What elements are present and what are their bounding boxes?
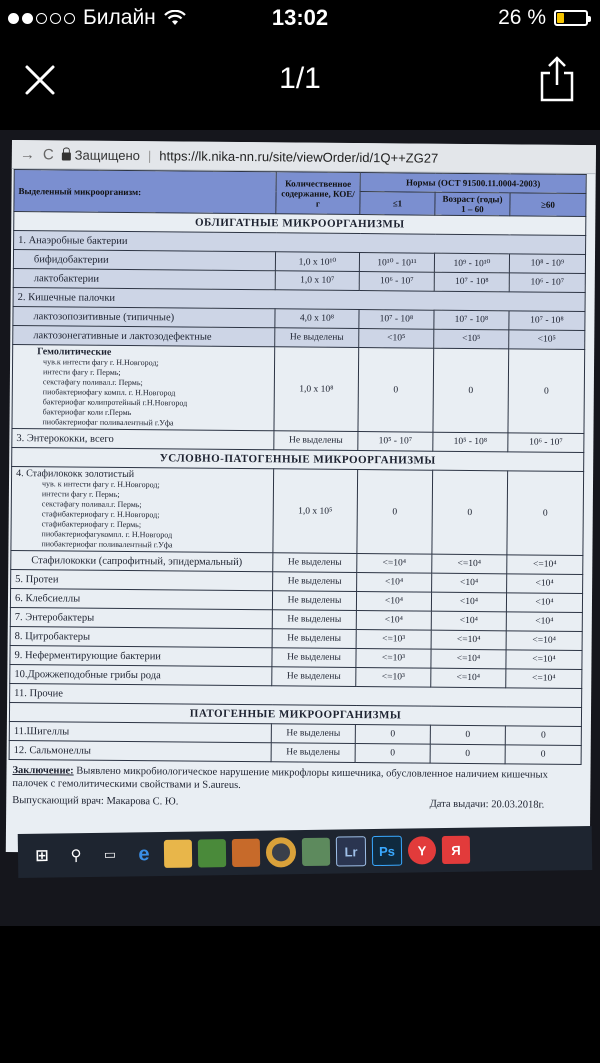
row-norm-2: <=10⁴: [432, 554, 507, 574]
search-icon[interactable]: ⚲: [70, 847, 82, 865]
row-norm-3: <10⁴: [506, 612, 582, 632]
row-name: лактобактерии: [13, 269, 275, 290]
notes-icon[interactable]: [302, 838, 330, 866]
row-norm-3: 0: [505, 726, 581, 746]
row-norm-3: <10⁵: [509, 330, 585, 350]
row-name-cell: [11, 467, 274, 553]
group-anaerobes: 1. Анаэробные бактерии: [14, 231, 586, 255]
row-name: лактозонегативные и лактозодефектные: [13, 326, 275, 347]
issuing-doctor: Выпускающий врач: Макарова С. Ю.: [12, 795, 179, 808]
row-norm-2: 0: [430, 744, 505, 764]
header-age-label: Возраст (годы): [442, 193, 503, 205]
issue-date-label: Дата выдачи:: [429, 798, 489, 811]
section-conditional: УСЛОВНО-ПАТОГЕННЫЕ МИКРООРГАНИЗМЫ: [12, 448, 584, 472]
row-norm-1: 10¹⁰ - 10¹¹: [359, 253, 434, 273]
yandex-icon[interactable]: Я: [442, 836, 470, 864]
edge-icon[interactable]: e: [138, 842, 150, 865]
store-icon[interactable]: [232, 839, 260, 867]
row-name: 5. Протеи: [11, 570, 273, 591]
header-age-ge60: ≥60: [510, 193, 586, 217]
yandex-browser-icon[interactable]: Y: [408, 836, 436, 864]
row-quantity: Не выделены: [272, 591, 356, 611]
row-quantity: 4,0 х 10⁸: [275, 309, 359, 329]
issue-date: 20.03.2018г.: [491, 799, 545, 811]
table-row: [11, 467, 584, 556]
row-norm-2: <10⁴: [431, 611, 506, 631]
row-name: 8. Цитробактеры: [10, 627, 272, 648]
page-counter: 1/1: [279, 62, 321, 95]
header-quantity: Количественное содержание, КОЕ/г: [276, 172, 360, 215]
row-quantity: Не выделены: [271, 743, 355, 763]
phage-sensitivity-list: чув.к интести фагу г. Н.Новгород; интести фагу г. Пермь; секстафагу поливал.г. Пермь; пиобактериофагу компл. г. Н.Новгород бактериофаг колипротейный г.Н.Новгород бактериофаг коли г.Пермь пиобактериофаг поливалентный г.Уфа: [42, 357, 188, 428]
row-name: лактозопозитивные (типичные): [13, 307, 275, 328]
report-footer: [6, 760, 590, 816]
row-norm-2: 10⁹ - 10¹⁰: [434, 253, 509, 273]
row-quantity: Не выделены: [274, 431, 358, 451]
row-norm-1: 0: [355, 744, 430, 764]
photos-icon[interactable]: [198, 839, 226, 867]
row-norm-1: 0: [355, 725, 430, 745]
row-name: Стафилококки (сапрофитный, эпидермальный): [11, 551, 273, 572]
row-norm-1: <10⁴: [356, 611, 431, 631]
reload-icon[interactable]: C: [42, 145, 54, 163]
row-quantity: 1,0 х 10¹⁰: [275, 252, 359, 272]
row-norm-1: <10⁴: [357, 573, 432, 593]
row-norm-1: <=10³: [356, 649, 431, 669]
row-norm-1: 0: [358, 348, 434, 433]
photoshop-icon[interactable]: Ps: [372, 836, 402, 866]
secure-indicator[interactable]: [62, 147, 140, 163]
footer-signature-row: [12, 794, 584, 812]
row-quantity: Не выделены: [272, 648, 356, 668]
row-norm-3: <=10⁴: [506, 650, 582, 670]
row-norm-2: <10⁴: [432, 573, 507, 593]
battery-percent: 26 %: [498, 6, 546, 29]
row-norm-1: 10⁵ - 10⁷: [358, 432, 433, 452]
row-norm-1: 10⁶ - 10⁷: [359, 272, 434, 292]
row-quantity: 1,0 х 10⁷: [275, 271, 359, 291]
row-quantity: Не выделены: [272, 667, 356, 687]
conclusion-label: Заключение:: [12, 765, 74, 777]
row-norm-3: 10⁸ - 10⁹: [509, 254, 585, 274]
header-age-1-60-value: 1 – 60: [461, 203, 484, 215]
carrier-name: Билайн: [83, 6, 156, 29]
lock-icon: [62, 152, 71, 160]
battery-fill: [557, 13, 564, 23]
row-quantity: Не выделены: [271, 724, 355, 744]
row-norm-3: <10⁴: [507, 574, 583, 594]
conclusion: [12, 764, 584, 795]
header-organism: Выделенный микроорганизм:: [14, 170, 276, 214]
phage-sensitivity-list: чув. к интести фагу г. Н.Новгород; интести фагу г. Пермь; секстафагу поливал.г. Пермь; стафибактериофагу г. Н.Новгород; стафибактериофагу г. Пермь; пиобактериофагукомпл. г. Н.Новгород пиобактериофаг поливалентный г.Уфа: [41, 479, 173, 550]
row-name-cell: [12, 345, 275, 431]
row-norm-1: <10⁵: [359, 329, 434, 349]
row-norm-2: 10⁵ - 10⁸: [433, 432, 508, 452]
status-bar-right: [498, 6, 588, 30]
row-norm-1: <10⁴: [356, 592, 431, 612]
viewer-header: [0, 45, 600, 115]
row-name: 11. Прочие: [10, 684, 582, 708]
status-bar: [0, 0, 600, 38]
address-separator: |: [147, 147, 152, 163]
row-norm-2: <=10⁴: [431, 668, 506, 688]
table-header-row: [14, 170, 586, 194]
row-norm-3: 10⁶ - 10⁷: [508, 433, 584, 453]
row-norm-2: 10⁷ - 10⁸: [434, 310, 509, 330]
row-name: 9. Неферментирующие бактерии: [10, 646, 272, 667]
battery-icon: [554, 10, 588, 26]
row-name: 10.Дрожжеподобные грибы рода: [10, 665, 272, 686]
row-name: Гемолитические: [37, 346, 112, 358]
row-norm-3: <10⁴: [506, 593, 582, 613]
row-norm-3: 0: [505, 745, 581, 765]
row-name: 11.Шигеллы: [9, 721, 271, 742]
row-norm-1: <=10³: [356, 630, 431, 650]
conclusion-text: Выявлено микробиологическое нарушение микрофлоры кишечника, обусловленное наличием кишечных палочек с гемолитическими свойствами и S.aureus.: [12, 765, 548, 792]
row-name: 7. Энтеробактеры: [10, 608, 272, 629]
row-norm-2: 10⁷ - 10⁸: [434, 272, 509, 292]
row-quantity: 1,0 х 10⁸: [274, 347, 359, 432]
row-quantity: 1,0 х 10⁵: [273, 469, 358, 554]
row-norm-2: <10⁴: [431, 592, 506, 612]
browser-window: [6, 140, 596, 857]
header-age-le1: ≤1: [360, 192, 435, 216]
row-norm-2: 0: [430, 725, 505, 745]
issue-date-block: [430, 798, 545, 812]
section-pathogenic: ПАТОГЕННЫЕ МИКРООРГАНИЗМЫ: [9, 703, 581, 727]
header-age-1-60: [435, 192, 510, 216]
row-name: 3. Энтерококки, всего: [12, 429, 274, 450]
row-norm-1: 10⁷ - 10⁸: [359, 310, 434, 330]
row-norm-2: 0: [432, 470, 508, 555]
row-norm-3: 10⁷ - 10⁸: [509, 311, 585, 331]
row-quantity: Не выделены: [275, 328, 359, 348]
row-name: 6. Клебсиеллы: [10, 589, 272, 610]
row-norm-3: <=10⁴: [506, 669, 582, 689]
conditional-rows: [10, 570, 583, 689]
row-quantity: Не выделены: [272, 629, 356, 649]
chrome-icon[interactable]: [266, 837, 296, 867]
row-name: 12. Сальмонеллы: [9, 740, 271, 761]
row-norm-3: 0: [508, 349, 585, 434]
row-norm-2: 0: [433, 348, 509, 433]
row-name: бифидобактерии: [13, 250, 275, 271]
windows-taskbar: [18, 826, 593, 878]
windows-icon[interactable]: ⊞: [35, 847, 49, 865]
row-norm-1: 0: [357, 470, 433, 555]
group-ecoli: 2. Кишечные палочки: [13, 288, 585, 312]
url-text[interactable]: https://lk.nika-nn.ru/site/viewOrder/id/1Q++ZG27: [159, 147, 439, 166]
row-name: 4. Стафилококк золотистый: [16, 468, 135, 481]
lightroom-icon[interactable]: Lr: [336, 836, 366, 866]
lab-report: [6, 169, 596, 816]
row-quantity: Не выделены: [273, 572, 357, 592]
results-table: [9, 169, 587, 765]
row-norm-3: <=10⁴: [506, 631, 582, 651]
secure-label: Защищено: [74, 147, 141, 163]
row-norm-3: 10⁶ - 10⁷: [509, 273, 585, 293]
share-icon[interactable]: [536, 55, 578, 103]
row-quantity: Не выделены: [273, 553, 357, 573]
section-obligate: ОБЛИГАТНЫЕ МИКРООРГАНИЗМЫ: [14, 212, 586, 236]
table-row: [12, 345, 585, 434]
row-norm-3: <=10⁴: [507, 555, 583, 575]
document-photo[interactable]: [0, 130, 600, 926]
header-norms: Нормы (ОСТ 91500.11.0004-2003): [360, 173, 586, 194]
task-view-icon[interactable]: ▭: [103, 846, 117, 862]
row-norm-2: <=10⁴: [431, 630, 506, 650]
row-norm-3: 0: [507, 471, 584, 556]
forward-arrow-icon[interactable]: →: [19, 145, 35, 163]
row-norm-1: <=10³: [356, 668, 431, 688]
row-norm-2: <=10⁴: [431, 649, 506, 669]
explorer-icon[interactable]: [164, 840, 192, 868]
clock: 13:02: [271, 5, 329, 30]
row-norm-2: <10⁵: [434, 329, 509, 349]
row-norm-1: <=10⁴: [357, 554, 432, 574]
row-quantity: Не выделены: [272, 610, 356, 630]
